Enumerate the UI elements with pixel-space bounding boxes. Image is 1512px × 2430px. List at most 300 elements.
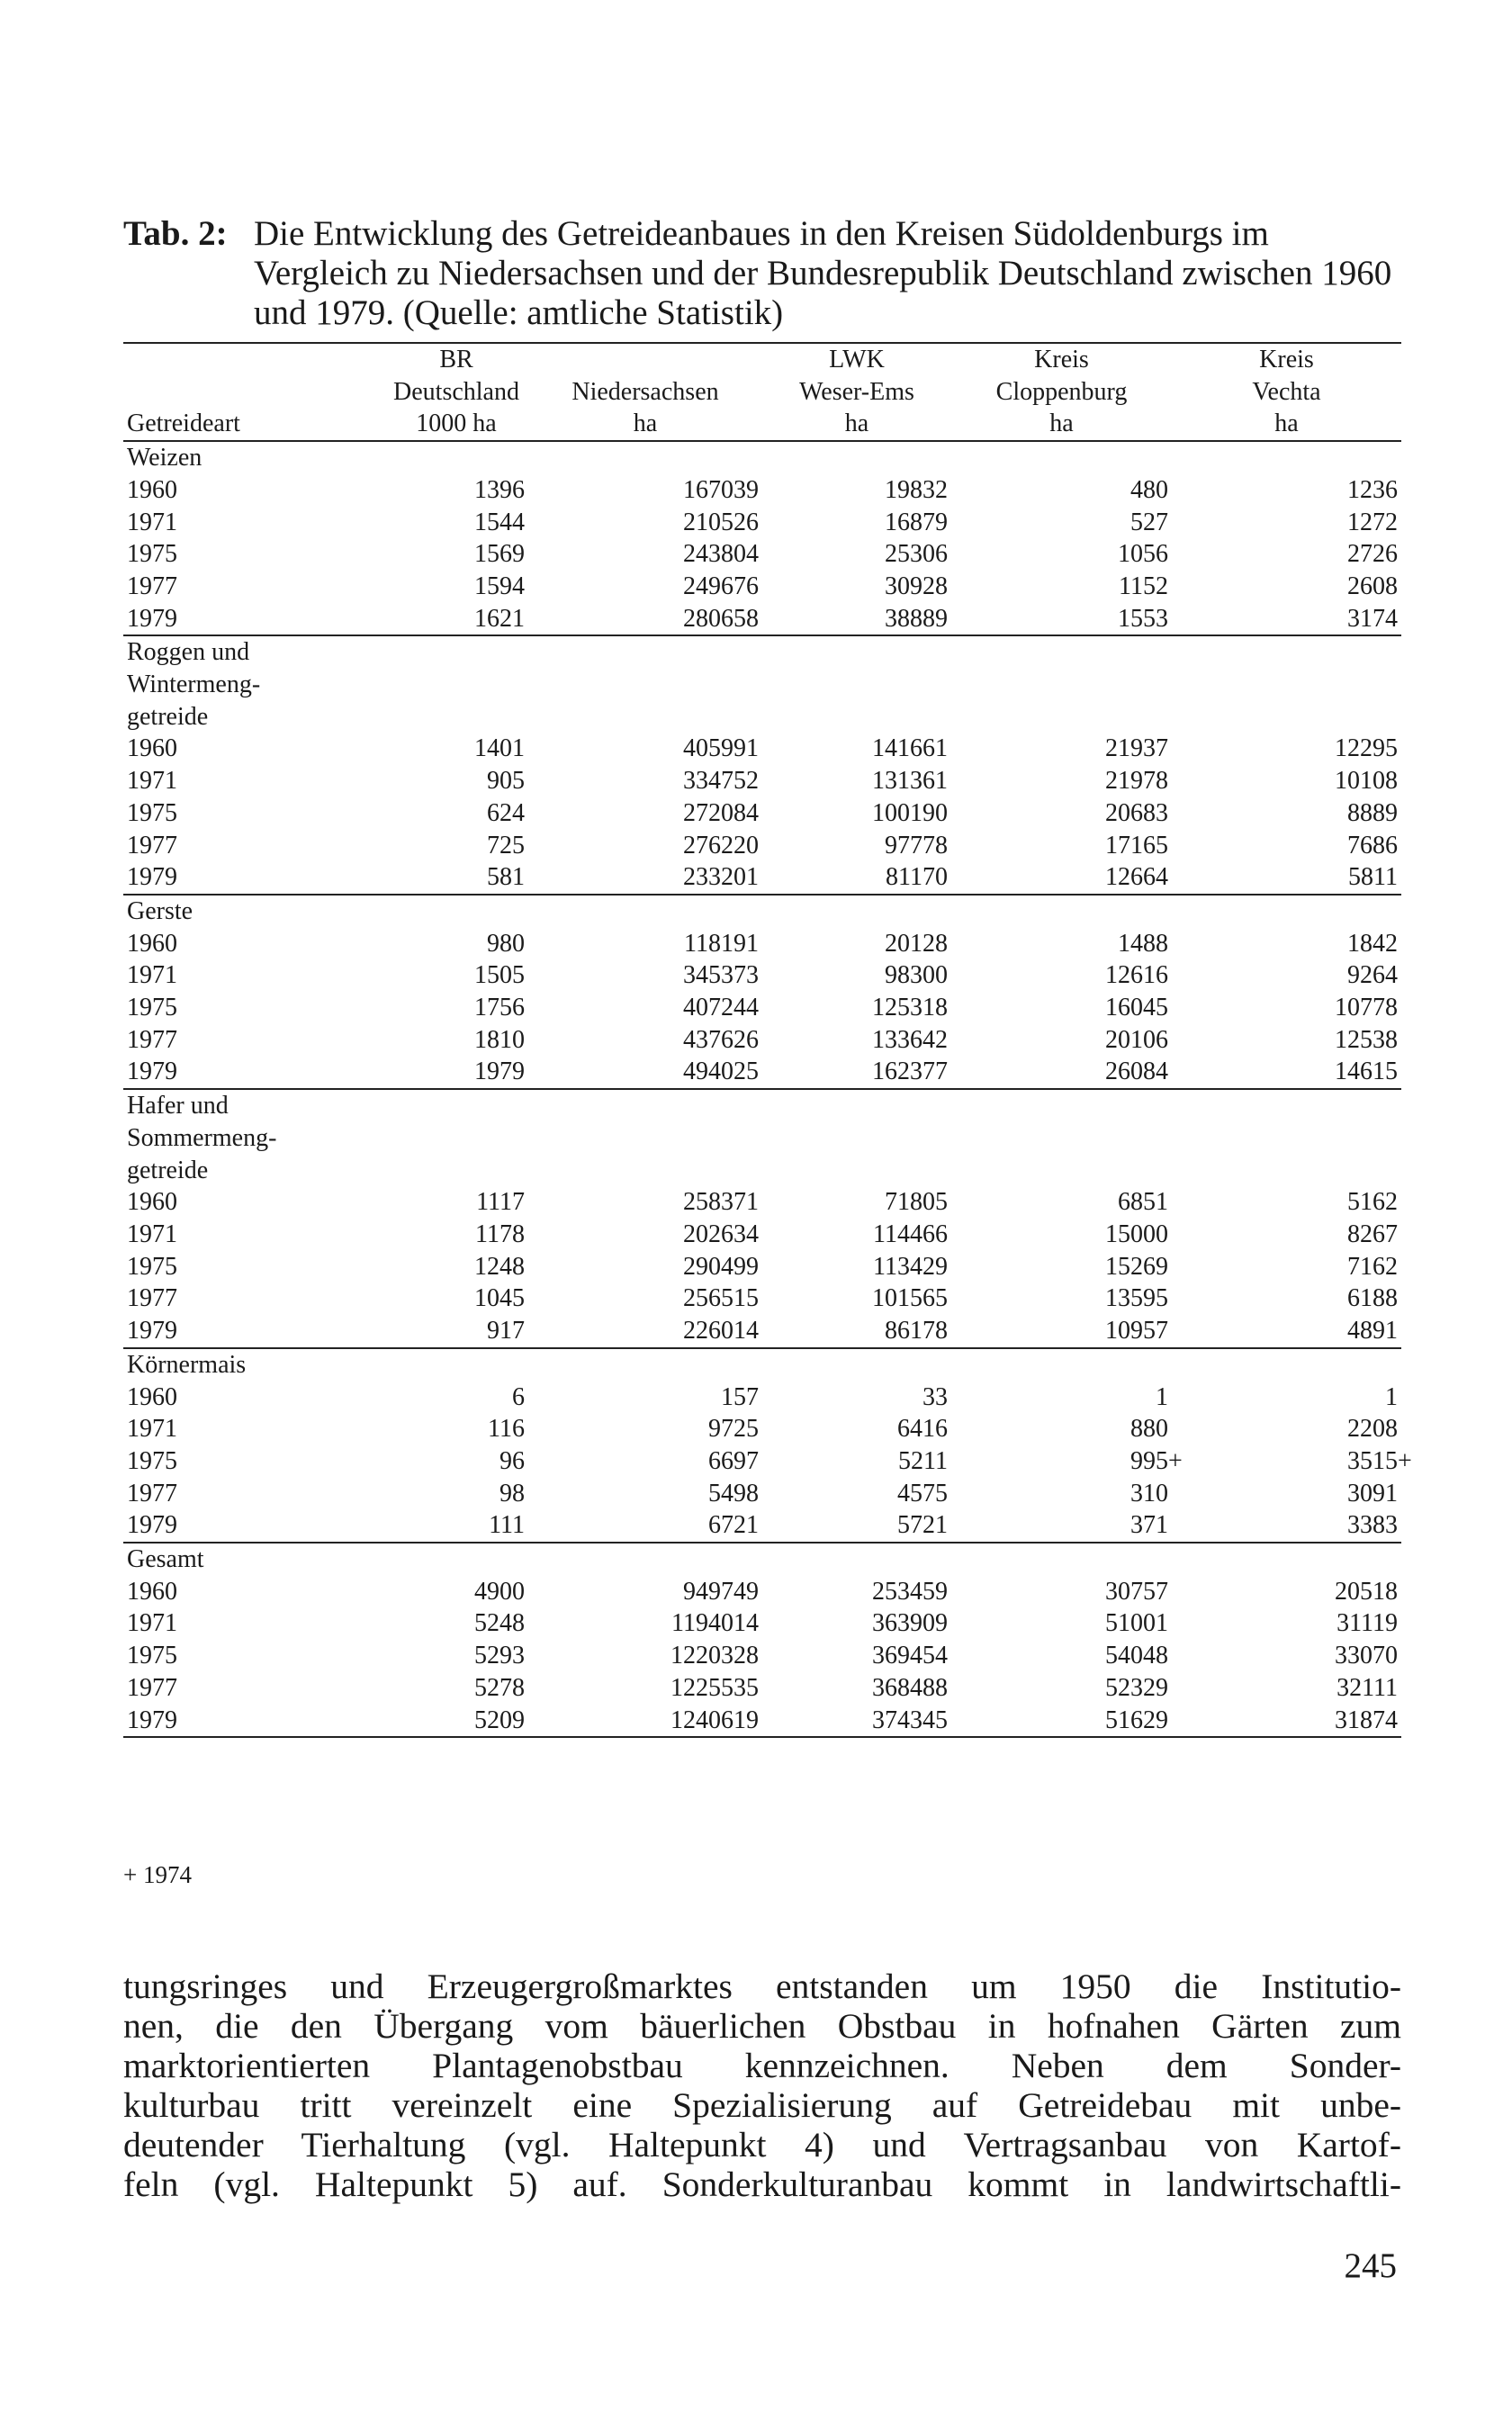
value-cell: 131361	[872, 767, 948, 796]
group-title-row	[123, 669, 1401, 701]
year-cell: 1960	[127, 1382, 177, 1411]
value-cell: 167039	[683, 475, 759, 504]
group-title-row	[123, 895, 1401, 928]
value-cell: 1979	[384, 1056, 528, 1089]
empty-cell	[384, 1348, 528, 1382]
body-line: kulturbau tritt vereinzelt eine Spezialisierung auf Getreidebau mit unbe-	[123, 2085, 1401, 2125]
value-cell: 6	[512, 1382, 525, 1411]
empty-cell	[528, 1122, 762, 1155]
header-cell	[528, 343, 762, 376]
value-cell: 5162	[1347, 1188, 1398, 1217]
value-cell: 210526	[683, 508, 759, 536]
value-cell: 86178	[762, 1315, 951, 1348]
value-cell: 1401	[474, 734, 525, 763]
table-group	[123, 895, 1401, 1089]
empty-cell	[528, 895, 762, 928]
table-row	[123, 1315, 1401, 1348]
empty-cell	[528, 1543, 762, 1576]
value-cell: 249676	[683, 572, 759, 600]
empty-cell	[384, 1122, 528, 1155]
year-cell: 1971	[127, 767, 177, 796]
value-cell: 995+	[1130, 1446, 1183, 1475]
empty-cell	[762, 895, 951, 928]
header-cell: BR	[384, 343, 528, 376]
header-cell: ha	[951, 408, 1172, 441]
header-cell: 1000 ha	[384, 408, 528, 441]
empty-cell	[384, 701, 528, 734]
year-cell: 1977	[127, 831, 177, 860]
value-cell: 202634	[683, 1220, 759, 1248]
value-cell: 1272	[1347, 508, 1398, 536]
empty-cell	[951, 1543, 1172, 1576]
table-group	[123, 1543, 1401, 1737]
table-row	[123, 507, 1401, 539]
empty-cell	[1172, 1155, 1401, 1187]
value-cell: 52329	[1105, 1673, 1168, 1702]
header-cell: Vechta	[1252, 377, 1321, 406]
table-row	[123, 830, 1401, 862]
value-cell: 1488	[1118, 929, 1168, 958]
empty-cell	[1172, 1348, 1401, 1382]
empty-cell	[528, 635, 762, 669]
header-cell: ha	[1172, 408, 1401, 441]
empty-cell	[762, 701, 951, 734]
value-cell: 334752	[683, 767, 759, 796]
value-cell: 3174	[1172, 603, 1401, 636]
caption-label: Tab. 2:	[123, 214, 228, 253]
table-row	[123, 928, 1401, 960]
table-caption	[123, 214, 1401, 333]
year-cell: 1975	[127, 1252, 177, 1281]
value-cell: 7162	[1347, 1252, 1398, 1281]
value-cell: 1756	[474, 994, 525, 1022]
value-cell: 5209	[384, 1705, 528, 1738]
value-cell: 980	[487, 929, 525, 958]
value-cell: 98300	[885, 961, 948, 990]
value-cell: 12295	[1335, 734, 1398, 763]
table-row	[123, 1640, 1401, 1672]
group-title: getreide	[127, 702, 209, 731]
empty-cell	[528, 1155, 762, 1187]
header-cell	[123, 343, 384, 376]
table-group	[123, 441, 1401, 635]
value-cell: 6416	[897, 1415, 948, 1444]
value-cell: 54048	[1105, 1642, 1168, 1670]
table-row	[123, 538, 1401, 571]
value-cell: 5248	[474, 1609, 525, 1638]
year-cell: 1977	[127, 1025, 177, 1054]
value-cell: 17165	[1105, 831, 1168, 860]
table-row	[123, 1607, 1401, 1640]
value-cell: 100190	[872, 798, 948, 827]
value-cell: 5498	[708, 1479, 759, 1508]
body-line: marktorientierten Plantagenobstbau kennzeichnen. Neben dem Sonder-	[123, 2046, 1401, 2085]
value-cell: 2726	[1347, 540, 1398, 569]
empty-cell	[1172, 1543, 1401, 1576]
value-cell: 6851	[1118, 1188, 1168, 1217]
year-cell: 1960	[127, 475, 177, 504]
value-cell: 1594	[474, 572, 525, 600]
table-row	[123, 1478, 1401, 1510]
value-cell: 494025	[528, 1056, 762, 1089]
group-title: Gerste	[127, 896, 194, 925]
year-cell: 1975	[127, 540, 177, 569]
value-cell: 1248	[474, 1252, 525, 1281]
value-cell: 1505	[474, 961, 525, 990]
empty-cell	[384, 1543, 528, 1576]
value-cell: 33	[922, 1382, 948, 1411]
value-cell: 405991	[683, 734, 759, 763]
value-cell: 345373	[683, 961, 759, 990]
table-group	[123, 1089, 1401, 1348]
value-cell: 31874	[1172, 1705, 1401, 1738]
value-cell: 280658	[528, 603, 762, 636]
value-cell: 38889	[762, 603, 951, 636]
table-footnote: + 1974	[123, 1861, 192, 1888]
year-cell: 1979	[123, 1509, 384, 1543]
header-cell: Weser-Ems	[799, 377, 914, 406]
value-cell: 276220	[683, 831, 759, 860]
value-cell: 10957	[951, 1315, 1172, 1348]
year-cell: 1971	[127, 508, 177, 536]
value-cell: 15000	[1105, 1220, 1168, 1248]
value-cell: 96	[500, 1446, 525, 1475]
group-title-row	[123, 1155, 1401, 1187]
value-cell: 21978	[1105, 767, 1168, 796]
header-cell: Cloppenburg	[995, 377, 1128, 406]
value-cell: 480	[1130, 475, 1168, 504]
group-title: Weizen	[127, 444, 202, 472]
year-cell: 1971	[127, 1609, 177, 1638]
year-cell: 1975	[127, 1642, 177, 1670]
group-title: Hafer und	[127, 1092, 229, 1120]
value-cell: 114466	[873, 1220, 948, 1248]
empty-cell	[528, 1348, 762, 1382]
value-cell: 1178	[475, 1220, 525, 1248]
value-cell: 12664	[951, 861, 1172, 895]
value-cell: 3383	[1172, 1509, 1401, 1543]
year-cell: 1971	[127, 1220, 177, 1248]
header-cell: Deutschland	[393, 377, 519, 406]
value-cell: 3091	[1347, 1479, 1398, 1508]
empty-cell	[951, 895, 1172, 928]
value-cell: 1236	[1347, 475, 1398, 504]
value-cell: 9725	[708, 1415, 759, 1444]
value-cell: 258371	[683, 1188, 759, 1217]
value-cell: 5293	[474, 1642, 525, 1670]
group-title-row	[123, 701, 1401, 734]
table-row	[123, 474, 1401, 507]
empty-cell	[384, 669, 528, 701]
value-cell: 253459	[872, 1577, 948, 1606]
group-title: Gesamt	[127, 1545, 204, 1574]
empty-cell	[951, 1155, 1172, 1187]
group-title: Wintermeng-	[127, 670, 261, 699]
value-cell: 1621	[384, 603, 528, 636]
value-cell: 20683	[1105, 798, 1168, 827]
empty-cell	[762, 669, 951, 701]
value-cell: 14615	[1172, 1056, 1401, 1089]
header-cell	[123, 376, 384, 409]
table-row	[123, 1282, 1401, 1315]
body-line: deutender Tierhaltung (vgl. Haltepunkt 4) und Vertragsanbau von Kartof-	[123, 2125, 1401, 2164]
value-cell: 905	[487, 767, 525, 796]
value-cell: 880	[1130, 1415, 1168, 1444]
value-cell: 51001	[1105, 1609, 1168, 1638]
value-cell: 157	[721, 1382, 759, 1411]
value-cell: 30757	[1105, 1577, 1168, 1606]
year-cell: 1979	[123, 1056, 384, 1089]
value-cell: 111	[384, 1509, 528, 1543]
empty-cell	[1172, 635, 1401, 669]
value-cell: 21937	[1105, 734, 1168, 763]
value-cell: 437626	[683, 1025, 759, 1054]
value-cell: 19832	[885, 475, 948, 504]
value-cell: 1544	[474, 508, 525, 536]
table-row	[123, 1672, 1401, 1705]
value-cell: 15269	[1105, 1252, 1168, 1281]
grain-table	[123, 342, 1412, 1738]
value-cell: 725	[487, 831, 525, 860]
value-cell: 81170	[762, 861, 951, 895]
value-cell: 369454	[872, 1642, 948, 1670]
value-cell: 6697	[708, 1446, 759, 1475]
year-cell: 1960	[127, 734, 177, 763]
page-number: 245	[1344, 2246, 1397, 2285]
table-row	[123, 1186, 1401, 1219]
value-cell: 1	[1385, 1382, 1398, 1411]
body-line: feln (vgl. Haltepunkt 5) auf. Sonderkulturanbau kommt in landwirtschaftli-	[123, 2164, 1401, 2204]
year-cell: 1979	[123, 861, 384, 895]
value-cell: 98	[500, 1479, 525, 1508]
empty-cell	[762, 1122, 951, 1155]
group-title: Roggen und	[127, 638, 250, 667]
value-cell: 116	[488, 1415, 525, 1444]
value-cell: 1842	[1347, 929, 1398, 958]
empty-cell	[1172, 441, 1401, 474]
year-cell: 1960	[127, 929, 177, 958]
value-cell: 1396	[474, 475, 525, 504]
header-cell: Kreis	[1172, 343, 1401, 376]
value-cell: 2208	[1347, 1415, 1398, 1444]
table-row	[123, 1576, 1401, 1608]
empty-cell	[528, 441, 762, 474]
table-row	[123, 1509, 1401, 1543]
empty-cell	[1172, 701, 1401, 734]
empty-cell	[1172, 669, 1401, 701]
table-row	[123, 765, 1401, 797]
year-cell: 1977	[127, 1479, 177, 1508]
value-cell: 10778	[1335, 994, 1398, 1022]
table-row	[123, 733, 1401, 765]
empty-cell	[1172, 895, 1401, 928]
header-cell: Niedersachsen	[572, 377, 719, 406]
group-title-row	[123, 1089, 1401, 1122]
value-cell: 8889	[1347, 798, 1398, 827]
value-cell: 51629	[951, 1705, 1172, 1738]
table-row	[123, 571, 1401, 603]
body-line: nen, die den Übergang vom bäuerlichen Obstbau in hofnahen Gärten zum	[123, 2006, 1401, 2046]
value-cell: 256515	[683, 1284, 759, 1313]
table-row	[123, 603, 1401, 636]
group-title-row	[123, 635, 1401, 669]
value-cell: 407244	[683, 994, 759, 1022]
year-cell: 1960	[127, 1188, 177, 1217]
table-row	[123, 1219, 1401, 1251]
value-cell: 101565	[872, 1284, 948, 1313]
value-cell: 71805	[885, 1188, 948, 1217]
table-row	[123, 1056, 1401, 1089]
header-cell: Getreideart	[123, 408, 384, 441]
table-row	[123, 861, 1401, 895]
value-cell: 949749	[683, 1577, 759, 1606]
value-cell: 16879	[885, 508, 948, 536]
group-title: Körnermais	[127, 1350, 247, 1379]
empty-cell	[762, 441, 951, 474]
header-cell: LWK	[762, 343, 951, 376]
empty-cell	[384, 1155, 528, 1187]
table-row	[123, 1705, 1401, 1738]
value-cell: 32111	[1336, 1673, 1398, 1702]
value-cell: 7686	[1347, 831, 1398, 860]
body-line: tungsringes und Erzeugergroßmarktes entstanden um 1950 die Institutio-	[123, 1966, 1401, 2006]
body-paragraph	[123, 1966, 1401, 2204]
year-cell: 1977	[127, 572, 177, 600]
table-row	[123, 1251, 1401, 1283]
year-cell: 1979	[123, 603, 384, 636]
value-cell: 1152	[1119, 572, 1168, 600]
value-cell: 2608	[1347, 572, 1398, 600]
group-title-row	[123, 1348, 1401, 1382]
value-cell: 8267	[1347, 1220, 1398, 1248]
empty-cell	[528, 701, 762, 734]
value-cell: 1569	[474, 540, 525, 569]
year-cell: 1977	[127, 1673, 177, 1702]
value-cell: 374345	[762, 1705, 951, 1738]
value-cell: 1117	[476, 1188, 525, 1217]
empty-cell	[528, 669, 762, 701]
group-title: getreide	[127, 1156, 209, 1184]
value-cell: 1045	[474, 1284, 525, 1313]
value-cell: 1056	[1118, 540, 1168, 569]
value-cell: 1220328	[670, 1642, 759, 1670]
value-cell: 113429	[873, 1252, 948, 1281]
value-cell: 31119	[1336, 1609, 1398, 1638]
value-cell: 97778	[885, 831, 948, 860]
value-cell: 243804	[683, 540, 759, 569]
value-cell: 1553	[951, 603, 1172, 636]
year-cell: 1975	[127, 1446, 177, 1475]
caption-text: Die Entwicklung des Getreideanbaues in den Kreisen Südoldenburgs im Vergleich zu Niedersachsen und der Bundesrepublik Deutschland zwischen 1960 und 1979. (Quelle: amtliche Statistik)	[254, 214, 1392, 332]
table-row	[123, 959, 1401, 992]
value-cell: 4891	[1172, 1315, 1401, 1348]
value-cell: 4900	[474, 1577, 525, 1606]
year-cell: 1971	[127, 1415, 177, 1444]
empty-cell	[951, 1089, 1172, 1122]
empty-cell	[762, 1348, 951, 1382]
value-cell: 5811	[1172, 861, 1401, 895]
value-cell: 26084	[951, 1056, 1172, 1089]
table-group	[123, 635, 1401, 895]
group-title-row	[123, 441, 1401, 474]
value-cell: 5211	[898, 1446, 948, 1475]
value-cell: 162377	[762, 1056, 951, 1089]
data-table	[123, 342, 1412, 1738]
table-row	[123, 1413, 1401, 1445]
value-cell: 363909	[872, 1609, 948, 1638]
empty-cell	[1172, 1089, 1401, 1122]
value-cell: 1810	[474, 1025, 525, 1054]
value-cell: 581	[384, 861, 528, 895]
value-cell: 5721	[762, 1509, 951, 1543]
value-cell: 16045	[1105, 994, 1168, 1022]
year-cell: 1979	[123, 1705, 384, 1738]
table-row	[123, 1445, 1401, 1478]
group-title-row	[123, 1543, 1401, 1576]
value-cell: 1194014	[671, 1609, 759, 1638]
empty-cell	[384, 635, 528, 669]
empty-cell	[951, 669, 1172, 701]
value-cell: 30928	[885, 572, 948, 600]
empty-cell	[384, 441, 528, 474]
year-cell: 1971	[127, 961, 177, 990]
value-cell: 118191	[684, 929, 759, 958]
table-row	[123, 797, 1401, 830]
value-cell: 1	[1156, 1382, 1168, 1411]
table-header	[123, 343, 1401, 441]
value-cell: 233201	[528, 861, 762, 895]
header-cell: ha	[528, 408, 762, 441]
empty-cell	[951, 1348, 1172, 1382]
value-cell: 5278	[474, 1673, 525, 1702]
table-group	[123, 1348, 1412, 1543]
value-cell: 6188	[1347, 1284, 1398, 1313]
value-cell: 25306	[885, 540, 948, 569]
value-cell: 10108	[1335, 767, 1398, 796]
value-cell: 12538	[1335, 1025, 1398, 1054]
value-cell: 6721	[528, 1509, 762, 1543]
value-cell: 20106	[1105, 1025, 1168, 1054]
value-cell: 624	[487, 798, 525, 827]
value-cell: 12616	[1105, 961, 1168, 990]
value-cell: 33070	[1335, 1642, 1398, 1670]
value-cell: 9264	[1347, 961, 1398, 990]
empty-cell	[762, 1155, 951, 1187]
empty-cell	[762, 1089, 951, 1122]
empty-cell	[951, 701, 1172, 734]
group-title-row	[123, 1122, 1401, 1155]
value-cell: 272084	[683, 798, 759, 827]
value-cell: 310	[1130, 1479, 1168, 1508]
value-cell: 141661	[872, 734, 948, 763]
value-cell: 226014	[528, 1315, 762, 1348]
year-cell: 1975	[127, 798, 177, 827]
value-cell: 133642	[872, 1025, 948, 1054]
empty-cell	[384, 1089, 528, 1122]
table-row	[123, 1024, 1401, 1057]
value-cell: 371	[951, 1509, 1172, 1543]
value-cell: 13595	[1105, 1284, 1168, 1313]
value-cell: 1225535	[670, 1673, 759, 1702]
table-row	[123, 992, 1401, 1024]
empty-cell	[762, 635, 951, 669]
empty-cell	[762, 1543, 951, 1576]
table-row	[123, 1382, 1401, 1414]
year-cell: 1960	[127, 1577, 177, 1606]
header-cell: Kreis	[951, 343, 1172, 376]
header-cell: ha	[762, 408, 951, 441]
value-cell: 3515+	[1347, 1446, 1412, 1475]
